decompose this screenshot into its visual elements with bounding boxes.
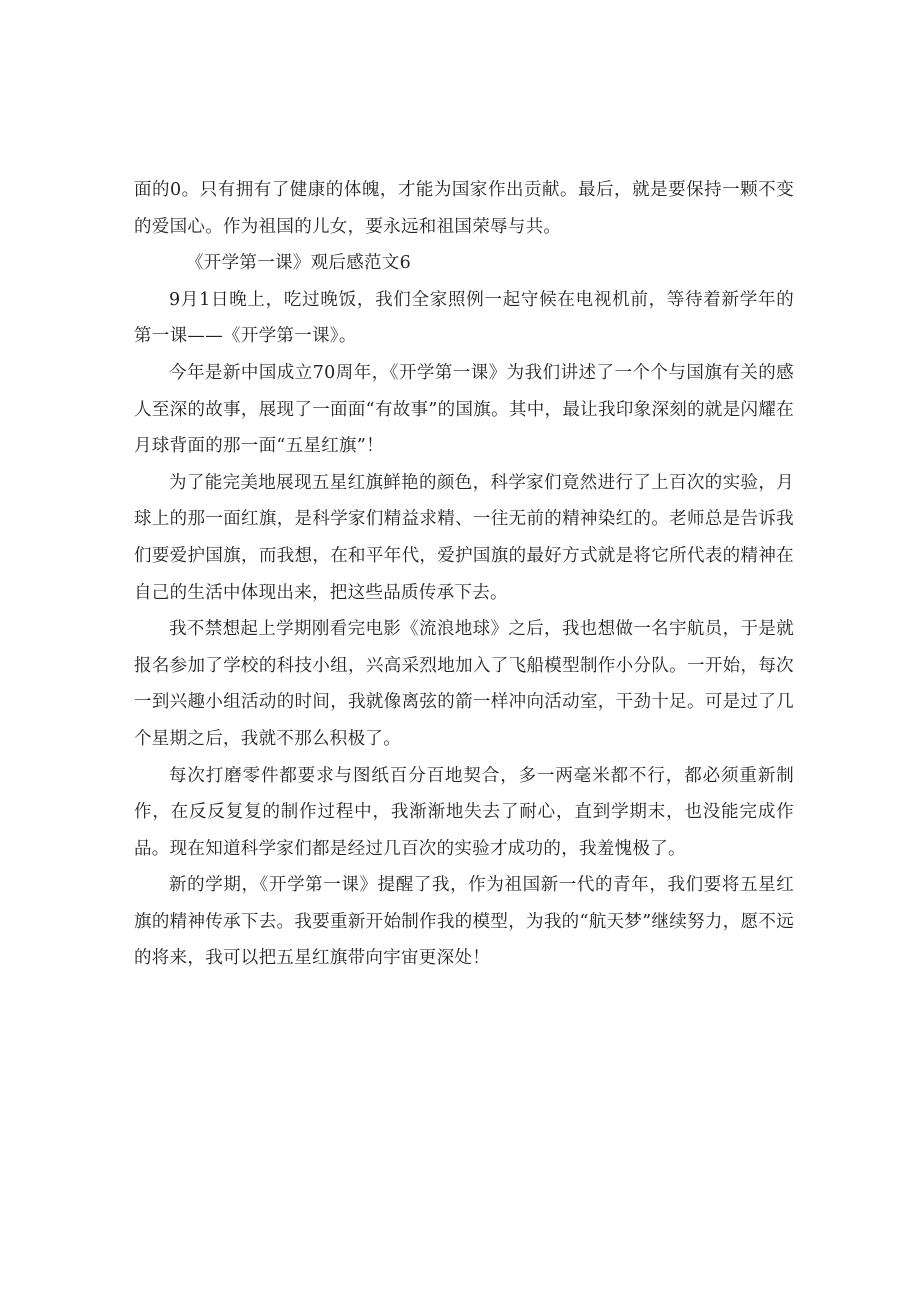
continuation-paragraph: 面的0。只有拥有了健康的体魄，才能为国家作出贡献。最后，就是要保持一颗不变的爱国心。作为祖国的儿女，要永远和祖国荣辱与共。 (134, 180, 794, 237)
document-body (134, 172, 794, 977)
body-paragraph: 我不禁想起上学期刚看完电影《流浪地球》之后，我也想做一名宇航员，于是就报名参加了学校的科技小组，兴高采烈地加入了飞船模型制作小分队。一开始，每次一到兴趣小组活动的时间，我就像离弦的箭一样冲向活动室，干劲十足。可是过了几个星期之后，我就不那么积极了。 (134, 619, 794, 749)
body-paragraph: 今年是新中国成立70周年，《开学第一课》为我们讲述了一个个与国旗有关的感人至深的故事，展现了一面面“有故事”的国旗。其中，最让我印象深刻的就是闪耀在月球背面的那一面“五星红旗”！ (134, 362, 794, 457)
body-paragraph: 新的学期，《开学第一课》提醒了我，作为祖国新一代的青年，我们要将五星红旗的精神传承下去。我要重新开始制作我的模型，为我的“航天梦”继续努力，愿不远的将来，我可以把五星红旗带向宇宙更深处！ (134, 875, 794, 969)
body-paragraph: 为了能完美地展现五星红旗鲜艳的颜色，科学家们竟然进行了上百次的实验，月球上的那一面红旗，是科学家们精益求精、一往无前的精神染红的。老师总是告诉我们要爱护国旗，而我想，在和平年代，爱护国旗的最好方式就是将它所代表的精神在自己的生活中体现出来，把这些品质传承下去。 (134, 472, 794, 603)
body-paragraph: 每次打磨零件都要求与图纸百分百地契合，多一两毫米都不行，都必须重新制作，在反反复复的制作过程中，我渐渐地失去了耐心，直到学期末，也没能完成作品。现在知道科学家们都是经过几百次的实验才成功的，我羞愧极了。 (134, 765, 794, 859)
body-paragraph: 9月1日晚上，吃过晚饭，我们全家照例一起守候在电视机前，等待着新学年的第一课——《开学第一课》。 (134, 289, 794, 347)
section-heading: 《开学第一课》观后感范文6 (186, 253, 412, 274)
